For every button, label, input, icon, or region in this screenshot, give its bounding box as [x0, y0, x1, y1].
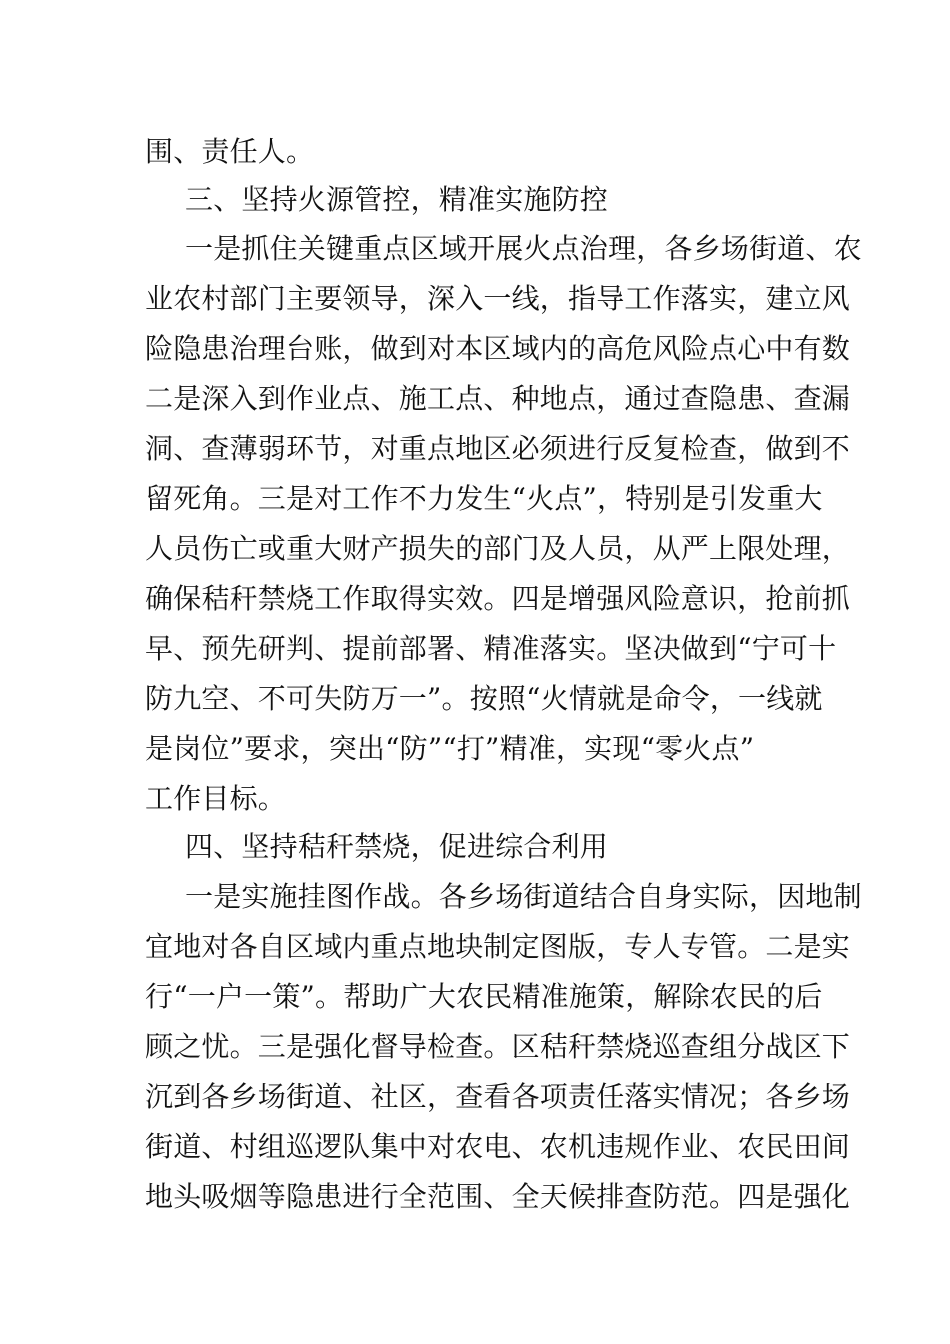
text-line: 防九空、不可失防万一”。按照“火情就是命令，一线就 [145, 682, 823, 715]
text-line: 一是抓住关键重点区域开展火点治理，各乡场街道、农 [185, 232, 862, 265]
text-line: 一是实施挂图作战。各乡场街道结合自身实际，因地制 [185, 880, 862, 913]
section-heading: 四、坚持秸秆禁烧，促进综合利用 [185, 830, 609, 863]
text-line: 险隐患治理台账，做到对本区域内的高危风险点心中有数 [145, 332, 851, 365]
text-line: 人员伤亡或重大财产损失的部门及人员，从严上限处理， [145, 532, 851, 565]
text-line: 宜地对各自区域内重点地块制定图版，专人专管。二是实 [145, 930, 851, 963]
text-line: 工作目标。 [145, 782, 287, 815]
text-line: 是岗位”要求，突出“防”“打”精准，实现“零火点” [145, 732, 755, 765]
text-line: 地头吸烟等隐患进行全范围、全天候排查防范。四是强化 [145, 1180, 851, 1213]
text-line: 早、预先研判、提前部署、精准落实。坚决做到“宁可十 [145, 632, 837, 665]
text-line: 街道、村组巡逻队集中对农电、农机违规作业、农民田间 [145, 1130, 851, 1163]
text-line: 留死角。三是对工作不力发生“火点”，特别是引发重大 [145, 482, 823, 515]
text-line: 二是深入到作业点、施工点、种地点，通过查隐患、查漏 [145, 382, 851, 415]
text-line: 洞、查薄弱环节，对重点地区必须进行反复检查，做到不 [145, 432, 851, 465]
text-line: 沉到各乡场街道、社区，查看各项责任落实情况；各乡场 [145, 1080, 851, 1113]
text-line: 行“一户一策”。帮助广大农民精准施策，解除农民的后 [145, 980, 823, 1013]
text-line: 围、责任人。 [145, 135, 315, 168]
text-line: 确保秸秆禁烧工作取得实效。四是增强风险意识，抢前抓 [145, 582, 851, 615]
section-heading: 三、坚持火源管控，精准实施防控 [185, 183, 609, 216]
text-line: 业农村部门主要领导，深入一线，指导工作落实，建立风 [145, 282, 851, 315]
text-line: 顾之忧。三是强化督导检查。区秸秆禁烧巡查组分战区下 [145, 1030, 851, 1063]
